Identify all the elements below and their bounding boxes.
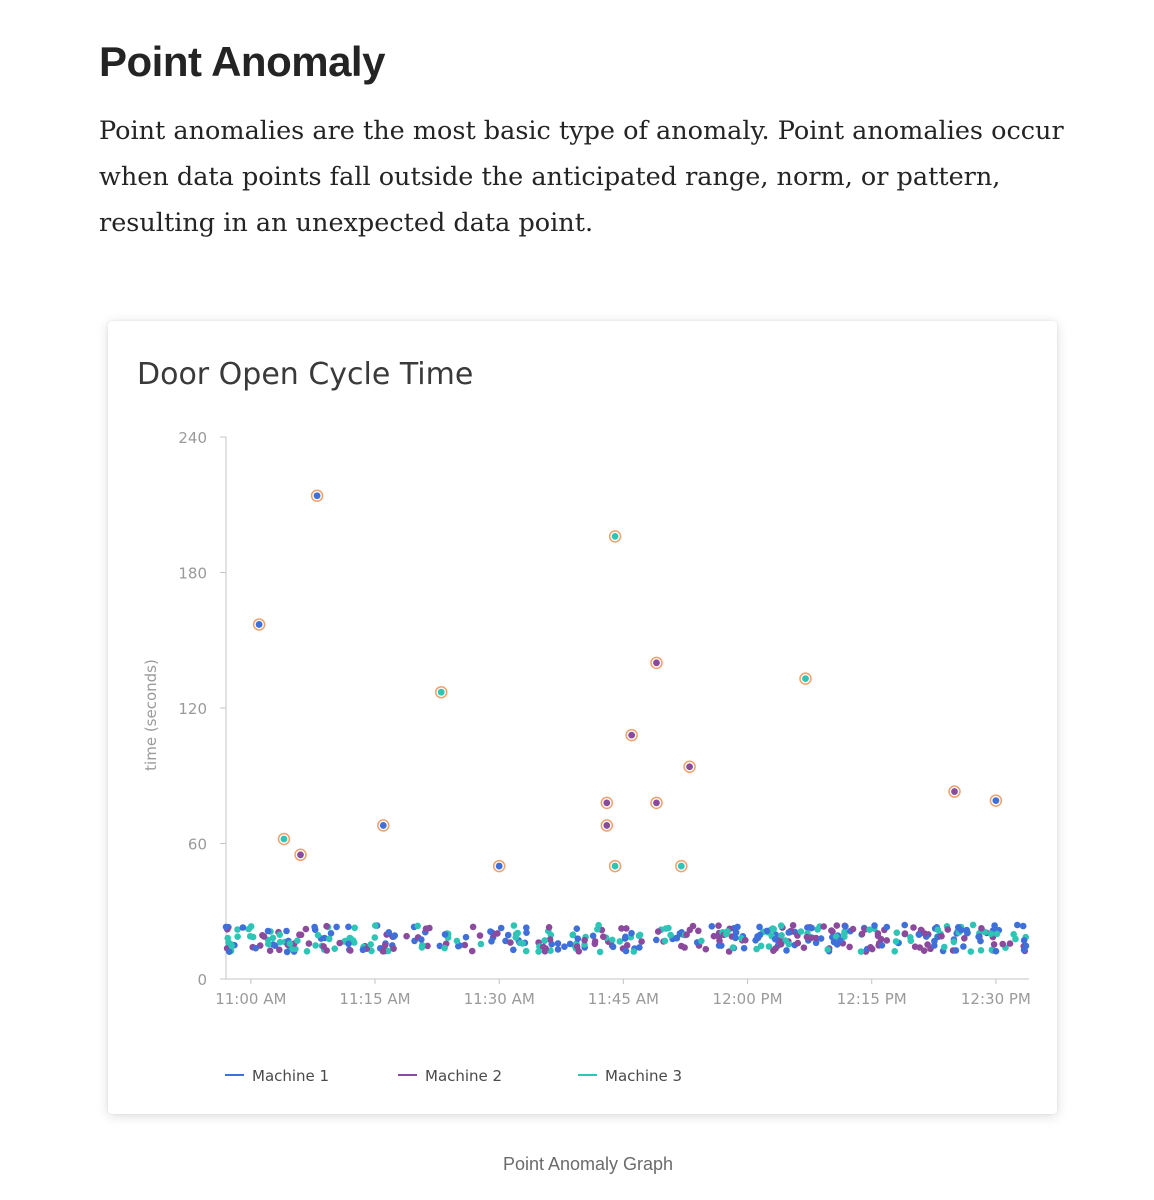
- chart-legend: [225, 1067, 682, 1085]
- baseline-point: [287, 940, 294, 947]
- baseline-point: [540, 944, 547, 951]
- figure-caption: Point Anomaly Graph: [502, 1154, 674, 1174]
- baseline-point: [511, 922, 518, 929]
- x-tick-label: 11:00 AM: [215, 990, 287, 1008]
- baseline-point: [667, 932, 674, 939]
- baseline-point: [991, 922, 998, 929]
- baseline-point: [662, 938, 669, 945]
- baseline-point: [418, 936, 425, 943]
- legend-label: Machine 1: [252, 1067, 330, 1085]
- baseline-point: [993, 948, 1000, 955]
- x-tick-label: 11:15 AM: [339, 990, 411, 1008]
- baseline-point: [858, 948, 865, 955]
- baseline-point: [574, 925, 581, 932]
- baseline-points: [223, 922, 1030, 956]
- baseline-point: [223, 924, 230, 931]
- baseline-point: [894, 929, 901, 936]
- baseline-point: [723, 931, 730, 938]
- baseline-point: [978, 947, 985, 954]
- baseline-point: [478, 941, 485, 948]
- baseline-point: [252, 945, 259, 952]
- baseline-point: [758, 943, 765, 950]
- section-paragraph: Point anomalies are the most basic type of anomaly. Point anomalies occur when data points fall outside the anticipated range, norm, or pattern, resulting in an unexpected data point.: [99, 116, 1064, 238]
- baseline-point: [312, 942, 319, 949]
- baseline-point: [732, 935, 739, 942]
- baseline-point: [663, 925, 670, 932]
- baseline-point: [991, 941, 998, 948]
- baseline-point: [734, 924, 741, 931]
- baseline-point: [265, 928, 272, 935]
- baseline-point: [609, 937, 616, 944]
- baseline-point: [315, 932, 322, 939]
- baseline-point: [824, 946, 831, 953]
- baseline-point: [276, 931, 283, 938]
- baseline-point: [988, 931, 995, 938]
- anomaly-point: [603, 799, 610, 806]
- baseline-point: [245, 926, 252, 933]
- baseline-point: [867, 944, 874, 951]
- baseline-point: [382, 942, 389, 949]
- baseline-point: [783, 947, 790, 954]
- y-tick-label: 180: [178, 564, 207, 583]
- baseline-point: [567, 941, 574, 948]
- baseline-point: [372, 922, 379, 929]
- baseline-point: [910, 924, 917, 931]
- baseline-point: [590, 933, 597, 940]
- baseline-point: [1021, 947, 1028, 954]
- baseline-point: [999, 941, 1006, 948]
- baseline-point: [623, 948, 630, 955]
- baseline-point: [298, 932, 305, 939]
- baseline-point: [360, 947, 367, 954]
- baseline-point: [454, 938, 461, 945]
- anomaly-point: [686, 763, 693, 770]
- anomaly-point: [603, 822, 610, 829]
- anomaly-point: [951, 788, 958, 795]
- anomaly-point: [438, 689, 445, 696]
- baseline-point: [878, 936, 885, 943]
- baseline-point: [711, 933, 718, 940]
- baseline-point: [814, 926, 821, 933]
- baseline-point: [631, 948, 638, 955]
- baseline-point: [595, 922, 602, 929]
- baseline-point: [1007, 940, 1014, 947]
- baseline-point: [542, 937, 549, 944]
- baseline-point: [267, 947, 274, 954]
- baseline-point: [730, 944, 737, 951]
- anomaly-point: [314, 492, 321, 499]
- baseline-point: [347, 947, 354, 954]
- baseline-point: [893, 938, 900, 945]
- x-tick-label: 11:45 AM: [587, 990, 659, 1008]
- x-tick-label: 12:00 PM: [712, 990, 783, 1008]
- baseline-point: [709, 923, 716, 930]
- baseline-point: [1014, 922, 1021, 929]
- baseline-point: [323, 923, 330, 930]
- baseline-point: [798, 928, 805, 935]
- baseline-point: [331, 945, 338, 952]
- baseline-point: [916, 931, 923, 938]
- baseline-point: [778, 932, 785, 939]
- baseline-point: [470, 924, 477, 931]
- chart-card: [108, 321, 1057, 1114]
- baseline-point: [326, 936, 333, 943]
- baseline-point: [703, 946, 710, 953]
- baseline-point: [386, 929, 393, 936]
- baseline-point: [842, 923, 849, 930]
- baseline-point: [328, 930, 335, 937]
- baseline-point: [592, 938, 599, 945]
- y-tick-label: 60: [187, 835, 207, 854]
- baseline-point: [964, 930, 971, 937]
- anomaly-point: [380, 822, 387, 829]
- baseline-point: [372, 934, 379, 941]
- baseline-point: [442, 931, 449, 938]
- anomaly-point: [678, 863, 685, 870]
- x-tick-label: 12:15 PM: [836, 990, 907, 1008]
- baseline-point: [790, 922, 797, 929]
- baseline-point: [756, 924, 763, 931]
- baseline-point: [546, 924, 553, 931]
- y-tick-label: 120: [178, 700, 207, 718]
- baseline-point: [924, 941, 931, 948]
- baseline-point: [351, 925, 358, 932]
- y-tick-label: 0: [197, 971, 207, 989]
- baseline-point: [757, 932, 764, 939]
- baseline-point: [1010, 931, 1017, 938]
- baseline-point: [778, 922, 785, 929]
- baseline-point: [785, 929, 792, 936]
- baseline-point: [510, 947, 517, 954]
- baseline-point: [808, 925, 815, 932]
- chart-axes: [178, 429, 1031, 1008]
- baseline-point: [414, 923, 421, 930]
- baseline-point: [695, 928, 702, 935]
- anomaly-point: [281, 836, 288, 843]
- baseline-point: [941, 944, 948, 951]
- baseline-point: [228, 943, 235, 950]
- baseline-point: [259, 932, 266, 939]
- anomaly-point: [496, 863, 503, 870]
- baseline-point: [935, 926, 942, 933]
- y-tick-label: 240: [178, 429, 207, 447]
- baseline-point: [487, 928, 494, 935]
- baseline-point: [367, 941, 374, 948]
- baseline-point: [306, 940, 313, 947]
- baseline-point: [507, 939, 514, 946]
- baseline-point: [804, 934, 811, 941]
- baseline-point: [638, 938, 645, 945]
- section-heading: Point Anomaly: [99, 38, 385, 85]
- baseline-point: [968, 948, 975, 955]
- anomaly-point: [802, 675, 809, 682]
- baseline-point: [277, 939, 284, 946]
- baseline-point: [859, 931, 866, 938]
- baseline-point: [333, 924, 340, 931]
- baseline-point: [304, 948, 311, 955]
- baseline-point: [834, 922, 841, 929]
- baseline-point: [276, 947, 283, 954]
- anomaly-point: [628, 732, 635, 739]
- baseline-point: [636, 933, 643, 940]
- baseline-point: [653, 937, 660, 944]
- anomaly-points: [254, 490, 1002, 871]
- baseline-point: [477, 932, 484, 939]
- baseline-point: [390, 945, 397, 952]
- baseline-point: [523, 948, 530, 955]
- legend-label: Machine 2: [425, 1067, 503, 1085]
- anomaly-point: [256, 621, 263, 628]
- baseline-point: [380, 948, 387, 955]
- baseline-point: [818, 935, 825, 942]
- baseline-point: [945, 926, 952, 933]
- baseline-point: [978, 925, 985, 932]
- baseline-point: [623, 925, 630, 932]
- scatter-chart: [108, 321, 1057, 1114]
- baseline-point: [742, 937, 749, 944]
- baseline-point: [323, 947, 330, 954]
- y-axis-label: time (seconds): [142, 659, 160, 771]
- baseline-point: [801, 944, 808, 951]
- baseline-point: [351, 939, 358, 946]
- baseline-point: [336, 940, 343, 947]
- baseline-point: [953, 947, 960, 954]
- baseline-point: [441, 945, 448, 952]
- baseline-point: [303, 926, 310, 933]
- baseline-point: [716, 942, 723, 949]
- anomaly-point: [612, 533, 619, 540]
- baseline-point: [555, 946, 562, 953]
- baseline-point: [938, 933, 945, 940]
- baseline-point: [597, 949, 604, 956]
- baseline-point: [846, 944, 853, 951]
- baseline-point: [879, 942, 886, 949]
- baseline-point: [600, 933, 607, 940]
- baseline-point: [523, 924, 530, 931]
- baseline-point: [795, 940, 802, 947]
- baseline-point: [505, 932, 512, 939]
- baseline-point: [674, 935, 681, 942]
- baseline-point: [960, 943, 967, 950]
- baseline-point: [834, 941, 841, 948]
- baseline-point: [226, 948, 233, 955]
- baseline-point: [970, 922, 977, 929]
- baseline-point: [265, 941, 272, 948]
- baseline-point: [772, 945, 779, 952]
- baseline-point: [681, 944, 688, 951]
- baseline-point: [902, 931, 909, 938]
- legend-label: Machine 3: [605, 1067, 683, 1085]
- baseline-point: [1020, 923, 1027, 930]
- baseline-point: [240, 924, 247, 931]
- baseline-point: [419, 944, 426, 951]
- baseline-point: [687, 927, 694, 934]
- baseline-point: [764, 928, 771, 935]
- baseline-point: [574, 943, 581, 950]
- baseline-point: [250, 934, 257, 941]
- anomaly-point: [992, 797, 999, 804]
- baseline-point: [850, 926, 857, 933]
- baseline-point: [636, 944, 643, 951]
- anomaly-point: [612, 863, 619, 870]
- baseline-point: [769, 925, 776, 932]
- baseline-point: [426, 925, 433, 932]
- baseline-point: [498, 925, 505, 932]
- anomaly-point: [653, 659, 660, 666]
- baseline-point: [403, 933, 410, 940]
- baseline-point: [994, 931, 1001, 938]
- baseline-point: [463, 934, 470, 941]
- baseline-point: [698, 938, 705, 945]
- x-tick-label: 11:30 AM: [463, 990, 535, 1008]
- baseline-point: [772, 936, 779, 943]
- baseline-point: [283, 928, 290, 935]
- baseline-point: [514, 930, 521, 937]
- baseline-point: [520, 940, 527, 947]
- baseline-point: [912, 943, 919, 950]
- baseline-point: [741, 945, 748, 952]
- baseline-point: [610, 944, 617, 951]
- anomaly-point: [297, 851, 304, 858]
- baseline-point: [622, 935, 629, 942]
- baseline-point: [469, 948, 476, 955]
- baseline-point: [715, 922, 722, 929]
- baseline-point: [345, 924, 352, 931]
- baseline-point: [234, 933, 241, 940]
- baseline-point: [866, 926, 873, 933]
- baseline-point: [951, 939, 958, 946]
- baseline-point: [575, 935, 582, 942]
- anomaly-point: [653, 799, 660, 806]
- baseline-point: [778, 941, 785, 948]
- baseline-point: [921, 930, 928, 937]
- x-tick-label: 12:30 PM: [960, 990, 1031, 1008]
- baseline-point: [901, 922, 908, 929]
- baseline-point: [561, 943, 568, 950]
- baseline-point: [345, 941, 352, 948]
- baseline-point: [628, 930, 635, 937]
- baseline-point: [555, 940, 562, 947]
- baseline-point: [891, 948, 898, 955]
- baseline-point: [391, 933, 398, 940]
- baseline-point: [820, 923, 827, 930]
- baseline-point: [884, 924, 891, 931]
- baseline-point: [975, 934, 982, 941]
- chart-title: Door Open Cycle Time: [137, 357, 474, 392]
- baseline-point: [655, 928, 662, 935]
- baseline-point: [908, 938, 915, 945]
- baseline-point: [294, 937, 301, 944]
- baseline-point: [311, 924, 318, 931]
- baseline-point: [581, 937, 588, 944]
- baseline-point: [284, 949, 291, 956]
- baseline-point: [884, 937, 891, 944]
- baseline-point: [958, 927, 965, 934]
